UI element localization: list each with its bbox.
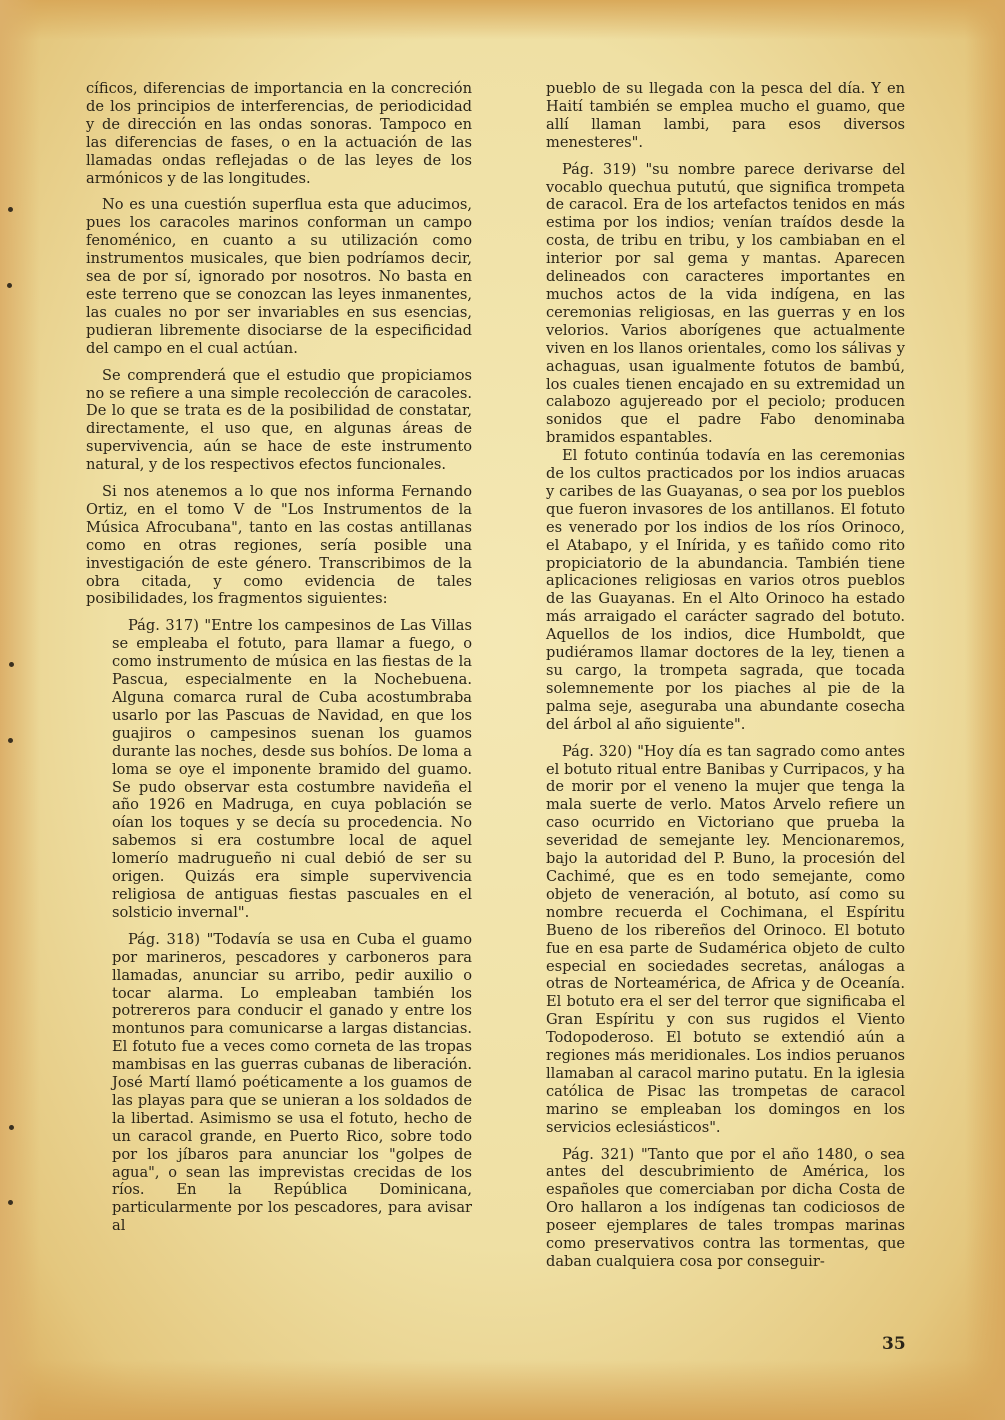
quoted-paragraph: Pág. 319) "su nombre parece derivarse del vocablo quechua pututú, que significa trompeta de caracol. Era de los artefactos tenidos en más estima por los indios; venían traídos desde la costa, de tribu en tribu, y los cambiaban en el interior por sal gema y mantas. Aparecen delineados con caracteres importantes en muchos actos de la vida indígena, en las ceremonias religiosas, en las guerras y en los velorios. Varios aborígenes que actualmente viven en los llanos orientales, como los sálivas y achaguas, usan igualmente fotutos de bambú, los cuales tienen encajado en su extremidad un calabozo agujereado por el peciolo; producen sonidos que el padre Fabo denominaba bramidos espantables. bbox=[546, 160, 905, 447]
margin-mark bbox=[8, 207, 13, 212]
right-text-column bbox=[546, 80, 905, 1280]
paragraph: Si nos atenemos a lo que nos informa Fernando Ortiz, en el tomo V de "Los Instrumentos de la Música Afrocubana", tanto en las costas antillanas como en otras regiones, sería posible una investigación de este género. Transcribimos de la obra citada, y como evidencia de tales posibilidades, los fragmentos siguientes: bbox=[86, 483, 472, 608]
margin-mark bbox=[7, 283, 12, 288]
page-edge-shading-right bbox=[965, 0, 1005, 1420]
page-number: 35 bbox=[882, 1334, 906, 1354]
margin-mark bbox=[9, 1125, 14, 1130]
left-text-column bbox=[86, 80, 472, 1244]
quoted-paragraph: El fotuto continúa todavía en las ceremonias de los cultos practicados por los indios aruacas y caribes de las Guayanas, o sea por los pueblos que fueron invasores de los antillanos. El fotuto es venerado por los indios de los ríos Orinoco, el Atabapo, y el Inírida, y es tañido como rito propiciatorio de la abundancia. También tiene aplicaciones religiosas en varios otros pueblos de las Guayanas. En el Alto Orinoco ha estado más arraigado el carácter sagrado del botuto. Aquellos de los indios, dice Humboldt, que pudiéramos llamar doctores de la ley, tienen a su cargo, la trompeta sagrada, que tocada solemnemente por los piaches al pie de la palma seje, aseguraba una abundante cosecha del árbol al año siguiente". bbox=[546, 447, 905, 733]
quoted-paragraph: Pág. 318) "Todavía se usa en Cuba el guamo por marineros, pescadores y carboneros para llamadas, anunciar su arribo, pedir auxilio o tocar alarma. Lo empleaban también los potrereros para conducir el ganado y entre los montunos para comunicarse a largas distancias. El fotuto fue a veces como corneta de las tropas mambisas en las guerras cubanas de liberación. José Martí llamó poéticamente a los guamos de las playas para que se unieran a los soldados de la libertad. Asimismo se usa el fotuto, hecho de un caracol grande, en Puerto Rico, sobre todo por los jíbaros para anunciar los "golpes de agua", o sean las imprevistas crecidas de los ríos. En la República Dominicana, particularmente por los pescadores, para avisar al bbox=[112, 930, 472, 1235]
page-edge-shading-bottom bbox=[0, 1360, 1005, 1420]
paragraph: No es una cuestión superflua esta que aducimos, pues los caracoles marinos conforman un campo fenoménico, en cuanto a su utilización como instrumentos musicales, que bien podríamos decir, sea de por sí, ignorado por nosotros. No basta en este terreno que se conozcan las leyes inmanentes, las cuales no por ser invariables en sus esencias, pudieran libremente disociarse de la especificidad del campo en el cual actúan. bbox=[86, 196, 472, 357]
margin-mark bbox=[9, 662, 14, 667]
quoted-paragraph: Pág. 320) "Hoy día es tan sagrado como antes el botuto ritual entre Banibas y Curripacos, y ha de morir por el veneno la mujer que tenga la mala suerte de verlo. Matos Arvelo refiere un caso ocurrido en Victoriano que prueba la severidad de semejante ley. Mencionaremos, bajo la autoridad del P. Buno, la procesión del Cachimé, que es en todo semejante, como objeto de veneración, al botuto, así como su nombre recuerda el Cochimana, el Espíritu Bueno de los ribereños del Orinoco. El botuto fue en esa parte de Sudamérica objeto de culto especial en sociedades secretas, análogas a otras de Norteamérica, de Africa y de Oceanía. El botuto era el ser del terror que significaba el Gran Espíritu y con sus rugidos el Viento Todopoderoso. El botuto se extendió aún a regiones más meridionales. Los indios peruanos llamaban al caracol marino putatu. En la iglesia católica de Pisac las trompetas de caracol marino se empleaban los domingos en los servicios eclesiásticos". bbox=[546, 742, 905, 1136]
page-edge-shading-top bbox=[0, 0, 1005, 40]
quoted-paragraph: Pág. 317) "Entre los campesinos de Las Villas se empleaba el fotuto, para llamar a fuego, o como instrumento de música en las fiestas de la Pascua, especialmente en la Nochebuena. Alguna comarca rural de Cuba acostumbraba usarlo por las Pascuas de Navidad, en que los guajiros o campesinos suenan los guamos durante las noches, desde sus bohíos. De loma a loma se oye el imponente bramido del guamo. Se pudo observar esta costumbre navideña el año 1926 en Madruga, en cuya población se oían los toques y se decía su procedencia. No sabemos si era costumbre local de aquel lomerío madrugueño ni cual debió de ser su origen. Quizás era simple supervivencia religiosa de antiguas fiestas pascuales en el solsticio invernal". bbox=[112, 617, 472, 921]
margin-mark bbox=[8, 1200, 13, 1205]
paragraph: Se comprenderá que el estudio que propiciamos no se refiere a una simple recolección de caracoles. De lo que se trata es de la posibilidad de constatar, directamente, el uso que, en algunas áreas de supervivencia, aún se hace de este instrumento natural, y de los respectivos efectos funcionales. bbox=[86, 366, 472, 474]
margin-mark bbox=[8, 738, 13, 743]
quoted-paragraph: Pág. 321) "Tanto que por el año 1480, o sea antes del descubrimiento de América, los españoles que comerciaban por dicha Costa de Oro hallaron a los indígenas tan codiciosos de poseer ejemplares de tales trompas marinas como preservativos contra las tormentas, que daban cualquiera cosa por conseguir- bbox=[546, 1145, 905, 1270]
paragraph: cíficos, diferencias de importancia en la concreción de los principios de interferencias, de periodicidad y de dirección en las ondas sonoras. Tampoco en las diferencias de fases, o en la actuación de las llamadas ondas reflejadas o de las leyes de los armónicos y de las longitudes. bbox=[86, 80, 472, 187]
page-edge-shading-left bbox=[0, 0, 40, 1420]
paragraph: pueblo de su llegada con la pesca del día. Y en Haití también se emplea mucho el guamo, que allí llaman lambi, para esos diversos menesteres". bbox=[546, 80, 905, 151]
